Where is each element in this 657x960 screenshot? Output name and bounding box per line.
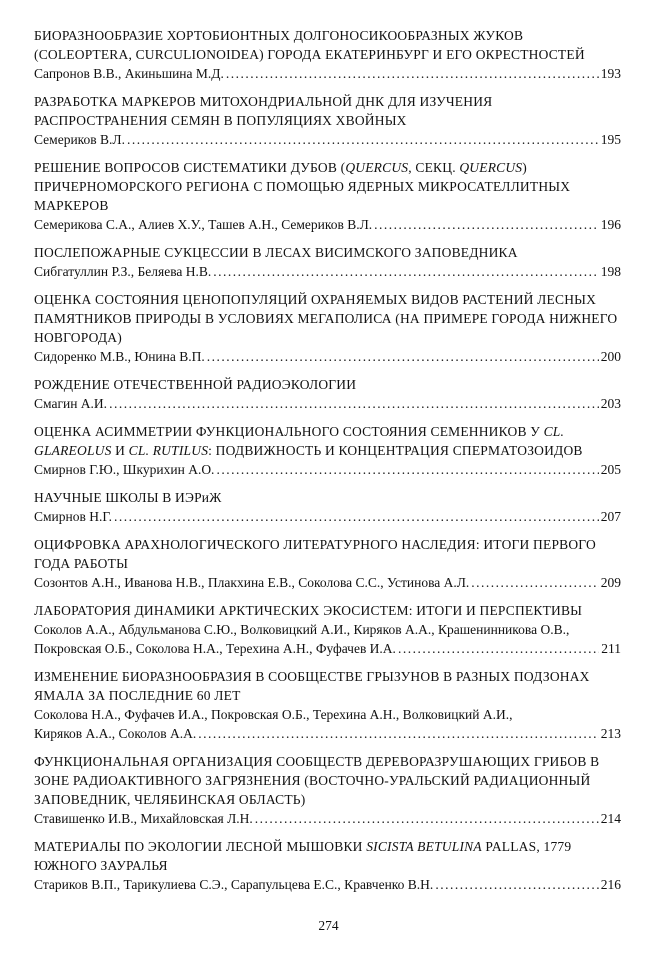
entry-authors-row [34, 507, 621, 526]
entry-authors-row [34, 639, 621, 658]
entry-title [34, 601, 621, 620]
dot-leader [216, 460, 598, 479]
entry-authors-text: Семерикова С.А., Алиев Х.У., Ташев А.Н., Семериков В.Л. [34, 217, 373, 232]
entry-authors-text: Смагин А.И. [34, 396, 108, 411]
entry-title-italic-segment: CL. GLAREOLUS [34, 424, 565, 458]
entry-authors-row [34, 347, 621, 366]
entry-authors-text: Смирнов Н.Г. [34, 509, 113, 524]
entry-authors-text: Покровская О.Б., Соколова Н.А., Терехина А.Н., Фуфачев И.А. [34, 641, 396, 656]
entry-authors-row [34, 573, 621, 592]
entry-page-ref: 200 [600, 349, 621, 364]
entry-page-ref: 207 [600, 509, 621, 524]
entry-title-segment: ИЗМЕНЕНИЕ БИОРАЗНООБРАЗИЯ В СООБЩЕСТВЕ ГРЫЗУНОВ В РАЗНЫХ ПОДЗОНАХ ЯМАЛА ЗА ПОСЛЕДНИЕ 60 ЛЕТ [34, 669, 590, 703]
toc-entry [34, 422, 621, 479]
dot-leader [398, 639, 599, 658]
entry-authors-text: Смирнов Г.Ю., Шкурихин А.О. [34, 462, 215, 477]
entry-title [34, 92, 621, 130]
dot-leader [471, 573, 598, 592]
entry-title [34, 535, 621, 573]
entry-title [34, 243, 621, 262]
dot-leader [198, 724, 599, 743]
entry-title-segment: ОЦЕНКА СОСТОЯНИЯ ЦЕНОПОПУЛЯЦИЙ ОХРАНЯЕМЫХ ВИДОВ РАСТЕНИЙ ЛЕСНЫХ ПАМЯТНИКОВ ПРИРОДЫ В УСЛОВИЯХ МЕГАПОЛИСА (НА ПРИМЕРЕ ГОРОДА НИЖНЕГО НОВГОРОДА) [34, 292, 618, 345]
entry-title-segment: ФУНКЦИОНАЛЬНАЯ ОРГАНИЗАЦИЯ СООБЩЕСТВ ДЕРЕВОРАЗРУШАЮЩИХ ГРИБОВ В ЗОНЕ РАДИОАКТИВНОГО ЗАГРЯЗНЕНИЯ (ВОСТОЧНО-УРАЛЬСКИЙ РАДИАЦИОННЫЙ ЗАПОВЕДНИК, ЧЕЛЯБИНСКАЯ ОБЛАСТЬ) [34, 754, 600, 807]
entry-title-segment: РАЗРАБОТКА МАРКЕРОВ МИТОХОНДРИАЛЬНОЙ ДНК ДЛЯ ИЗУЧЕНИЯ РАСПРОСТРАНЕНИЯ СЕМЯН В ПОПУЛЯЦИЯХ ХВОЙНЫХ [34, 94, 493, 128]
entry-authors-text: Сидоренко М.В., Юнина В.П. [34, 349, 205, 364]
entry-page-ref: 196 [600, 217, 621, 232]
toc-entry [34, 290, 621, 366]
entry-title [34, 375, 621, 394]
entry-title-segment: ОЦЕНКА АСИММЕТРИИ ФУНКЦИОНАЛЬНОГО СОСТОЯНИЯ СЕМЕННИКОВ У [34, 424, 544, 439]
entry-page-ref: 205 [600, 462, 621, 477]
entry-title-segment: РЕШЕНИЕ ВОПРОСОВ СИСТЕМАТИКИ ДУБОВ ( [34, 160, 346, 175]
entry-page-ref: 214 [600, 811, 621, 826]
entry-authors-text: Киряков А.А., Соколов А.А. [34, 726, 197, 741]
toc-entry [34, 667, 621, 743]
entry-authors-text: Соколова Н.А., Фуфачев И.А., Покровская О.Б., Терехина А.Н., Волковицкий А.И., [34, 707, 513, 722]
dot-leader [435, 875, 598, 894]
toc-entry [34, 601, 621, 658]
entry-title-segment: ОЦИФРОВКА АРАХНОЛОГИЧЕСКОГО ЛИТЕРАТУРНОГО НАСЛЕДИЯ: ИТОГИ ПЕРВОГО ГОДА РАБОТЫ [34, 537, 596, 571]
entry-authors-row [34, 64, 621, 83]
toc-entry [34, 488, 621, 526]
dot-leader [127, 130, 599, 149]
dot-leader [226, 64, 599, 83]
entry-title-segment: И [111, 443, 129, 458]
entry-authors-text: Сапронов В.В., Акиньшина М.Д. [34, 66, 224, 81]
entry-authors-row [34, 460, 621, 479]
entry-title [34, 752, 621, 809]
entry-title-italic-segment: CL. RUTILUS [128, 443, 209, 458]
dot-leader [255, 809, 599, 828]
entry-authors-text: Соколов А.А., Абдульманова С.Ю., Волковицкий А.И., Киряков А.А., Крашенинникова О.В., [34, 622, 570, 637]
entry-authors-row [34, 724, 621, 743]
entry-authors-text: Стариков В.П., Тарикулиева С.Э., Сарапульцева Е.С., Кравченко В.Н. [34, 877, 434, 892]
entry-title-segment: ) ПРИЧЕРНОМОРСКОГО РЕГИОНА С ПОМОЩЬЮ ЯДЕРНЫХ МИКРОСАТЕЛЛИТНЫХ МАРКЕРОВ [34, 160, 571, 213]
entry-title-segment: БИОРАЗНООБРАЗИЕ ХОРТОБИОНТНЫХ ДОЛГОНОСИКООБРАЗНЫХ ЖУКОВ (COLEOPTERA, CURCULIONOIDEA) ГОРОДА ЕКАТЕРИНБУРГ И ЕГО ОКРЕСТНОСТЕЙ [34, 28, 585, 62]
dot-leader [213, 262, 598, 281]
entry-page-ref: 213 [600, 726, 621, 741]
entry-page-ref: 195 [600, 132, 621, 147]
toc-entry [34, 375, 621, 413]
entry-page-ref: 216 [600, 877, 621, 892]
entry-authors-row [34, 875, 621, 894]
entry-authors-row [34, 809, 621, 828]
entry-title [34, 488, 621, 507]
entry-authors-text: Ставишенко И.В., Михайловская Л.Н. [34, 811, 253, 826]
toc-entry [34, 837, 621, 894]
entry-page-ref: 209 [600, 575, 621, 590]
entry-title-italic-segment: SICISTA BETULINA [366, 839, 482, 854]
entry-page-ref: 198 [600, 264, 621, 279]
toc-entry [34, 752, 621, 828]
toc-entry [34, 26, 621, 83]
dot-leader [207, 347, 599, 366]
toc-list [34, 26, 621, 894]
entry-authors-text: Семериков В.Л. [34, 132, 125, 147]
dot-leader [109, 394, 599, 413]
page-number: 274 [318, 918, 339, 933]
entry-title-segment: : ПОДВИЖНОСТЬ И КОНЦЕНТРАЦИЯ СПЕРМАТОЗОИДОВ [208, 443, 583, 458]
entry-title [34, 837, 621, 875]
entry-title [34, 422, 621, 460]
dot-leader [374, 215, 599, 234]
toc-entry [34, 92, 621, 149]
entry-title-segment: НАУЧНЫЕ ШКОЛЫ В ИЭРиЖ [34, 490, 222, 505]
toc-entry [34, 243, 621, 281]
entry-authors-row [34, 262, 621, 281]
entry-title-italic-segment: QUERCUS [345, 160, 409, 175]
entry-title-segment: , СЕКЦ. [408, 160, 460, 175]
entry-title-segment: РОЖДЕНИЕ ОТЕЧЕСТВЕННОЙ РАДИОЭКОЛОГИИ [34, 377, 357, 392]
entry-title [34, 290, 621, 347]
toc-entry [34, 535, 621, 592]
entry-authors-text: Созонтов А.Н., Иванова Н.В., Плакхина Е.В., Соколова С.С., Устинова А.Л. [34, 575, 470, 590]
toc-entry [34, 158, 621, 234]
dot-leader [114, 507, 599, 526]
entry-page-ref: 193 [600, 66, 621, 81]
entry-page-ref: 203 [600, 396, 621, 411]
entry-title-segment: ЛАБОРАТОРИЯ ДИНАМИКИ АРКТИЧЕСКИХ ЭКОСИСТЕМ: ИТОГИ И ПЕРСПЕКТИВЫ [34, 603, 583, 618]
entry-title-segment: МАТЕРИАЛЫ ПО ЭКОЛОГИИ ЛЕСНОЙ МЫШОВКИ [34, 839, 367, 854]
entry-title-segment: ПОСЛЕПОЖАРНЫЕ СУКЦЕССИИ В ЛЕСАХ ВИСИМСКОГО ЗАПОВЕДНИКА [34, 245, 518, 260]
entry-title-segment: PALLAS, 1779 ЮЖНОГО ЗАУРАЛЬЯ [34, 839, 572, 873]
entry-page-ref: 211 [601, 641, 621, 656]
entry-authors-text: Сибгатуллин Р.З., Беляева Н.В. [34, 264, 212, 279]
entry-title-italic-segment: QUERCUS [459, 160, 523, 175]
entry-authors-row [34, 130, 621, 149]
entry-authors-row [34, 394, 621, 413]
entry-title [34, 667, 621, 705]
entry-title [34, 26, 621, 64]
entry-authors-row [34, 215, 621, 234]
entry-title [34, 158, 621, 215]
